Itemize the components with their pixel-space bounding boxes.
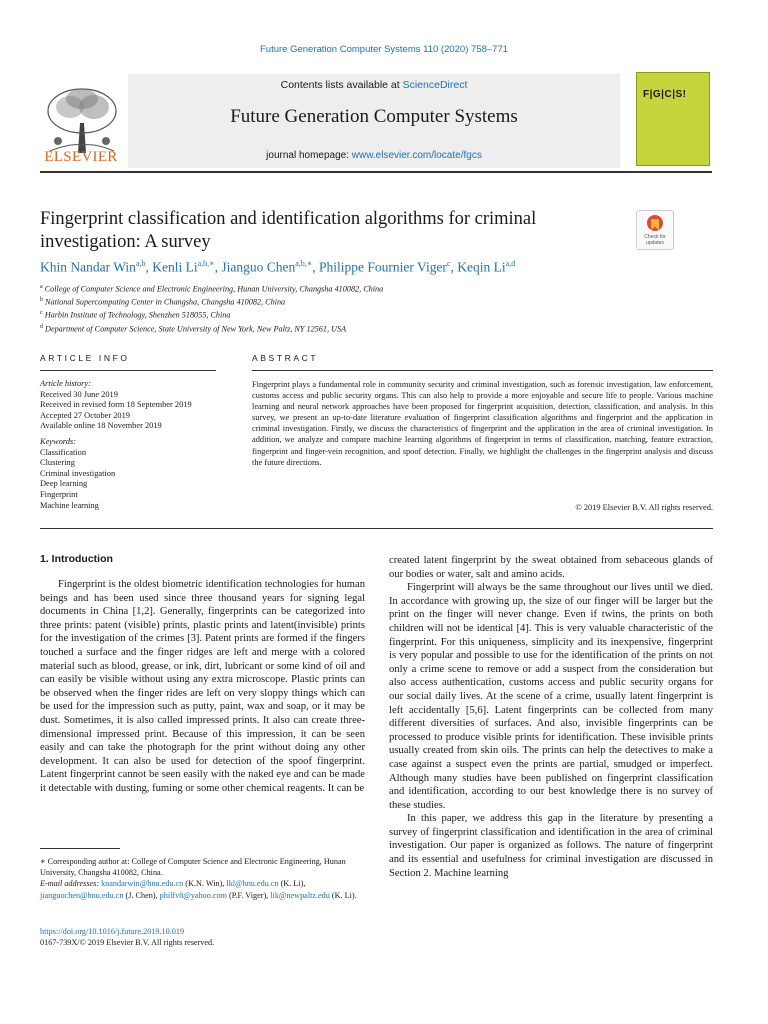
homepage-line bbox=[128, 150, 620, 161]
keyword: Machine learning bbox=[40, 500, 99, 510]
footnote bbox=[40, 856, 365, 901]
elsevier-wordmark: ELSEVIER bbox=[44, 149, 118, 165]
affiliation: $^d$ Department of Computer Science, State University of New York, New Paltz, NY 12561, USA bbox=[40, 323, 347, 334]
journal-citation[interactable]: Future Generation Computer Systems 110 (2020) 758–771 bbox=[259, 44, 509, 55]
abstract-divider bbox=[252, 370, 713, 371]
email-link[interactable]: philfv8@yahoo.com bbox=[159, 890, 227, 900]
history-label: Article history: bbox=[40, 379, 91, 388]
author-sup: c bbox=[446, 259, 451, 268]
sciencedirect-link[interactable]: ScienceDirect bbox=[402, 79, 468, 91]
bookmark-icon bbox=[646, 214, 664, 234]
left-column bbox=[40, 578, 365, 796]
keyword: Fingerprint bbox=[40, 489, 78, 499]
article-info-divider bbox=[40, 370, 216, 371]
author-name[interactable]: Jianguo Chen bbox=[221, 259, 296, 275]
cover-title: F|G|C|S! bbox=[643, 89, 687, 100]
paper-title: Fingerprint classification and identification algorithms for criminal investigation: A survey bbox=[40, 209, 537, 252]
keyword: Deep learning bbox=[40, 479, 88, 489]
email-label: E-mail addresses: bbox=[40, 879, 100, 889]
history-item: Received 30 June 2019 bbox=[40, 389, 118, 399]
email-addresses: E-mail addresses: knandarwin@hnu.edu.cn (K.N. Win), lkl@hnu.edu.cn (K. Li), jianguochen@hnu.edu.cn (J. Chen), philfv8@yahoo.com (P.F. Viger), lik@newpaltz.edu (K. Li). bbox=[40, 879, 357, 900]
journal-cover[interactable] bbox=[636, 72, 710, 166]
footnote-divider bbox=[40, 848, 120, 849]
keyword: Classification bbox=[40, 447, 87, 457]
paragraph: created latent fingerprint by the sweat obtained from sebaceous glands of our bodies or water, salt and amino acids. bbox=[389, 555, 713, 580]
keyword: Criminal investigation bbox=[40, 468, 116, 478]
affiliation: $^c$ Harbin Institute of Technology, Shenzhen 518055, China bbox=[40, 310, 231, 321]
header-divider bbox=[40, 171, 712, 173]
check-for-updates-button[interactable] bbox=[636, 210, 674, 250]
corresponding-author-note: ∗ Corresponding author at: College of Computer Science and Electronic Engineering, Hunan University, Changsha 410082, China. bbox=[40, 857, 346, 878]
homepage-link[interactable]: www.elsevier.com/locate/fgcs bbox=[351, 150, 482, 161]
author-name[interactable]: Keqin Li bbox=[457, 259, 506, 275]
paragraph: Fingerprint is the oldest biometric identification technologies for human beings and has been used since three thousand years for signing legal documents in China [1,2]. Generally, fingerprints can be categorized into three prints: patent (visible) prints, plastic prints and latent(invisible) prints for the investigation of the crimes [3]. Patent prints are formed if the fingers touched a surface and the finger ridges are left and merge with a colored material such as blood, grease, or ink, dirt, lubricant or some kind of oil and can easily be visible without using any extra microscope. Plastic prints can be observed when the finger rides are left on very sloppy things which can be used for the impression such as putty, paint, wax and soap, or it may be dust. Sometimes, it is also called impressed prints. It also can create three-dimensional impressed print. Because of this impression, it can be seen easily and can take the photograph for the print without doing any other development. It can also be used for detection of the spoof fingerprint. Latent fingerprint cannot be seen easily with the naked eye and can be made it detectable with dusting, fuming or some other chemical reagents. It can be bbox=[40, 579, 365, 794]
journal-name: Future Generation Computer Systems bbox=[230, 106, 518, 127]
contents-prefix: Contents lists available at bbox=[280, 79, 403, 91]
article-info bbox=[40, 379, 240, 511]
history-item: Available online 18 November 2019 bbox=[40, 421, 162, 431]
right-column bbox=[389, 554, 713, 880]
author-name[interactable]: Kenli Li bbox=[152, 259, 198, 275]
issn-line: 0167-739X/© 2019 Elsevier B.V. All rights reserved. bbox=[40, 938, 215, 947]
contents-line bbox=[128, 79, 620, 91]
email-link[interactable]: knandarwin@hnu.edu.cn bbox=[101, 879, 184, 889]
email-link[interactable]: lik@newpaltz.edu bbox=[270, 890, 330, 900]
history-item: Received in revised form 18 September 2019 bbox=[40, 400, 192, 410]
affiliation: $^b$ National Supercomputing Center in Changsha, Changsha 410082, China bbox=[40, 297, 286, 307]
author-name[interactable]: Khin Nandar Win bbox=[40, 259, 136, 275]
author-sup: a,d bbox=[505, 259, 516, 268]
author-sup: a,b,∗ bbox=[197, 259, 215, 268]
doi-link[interactable]: https://doi.org/10.1016/j.future.2019.10.019 bbox=[40, 927, 185, 936]
section-heading: 1. Introduction bbox=[40, 553, 113, 565]
abstract-heading: ABSTRACT bbox=[252, 353, 319, 363]
author-list: Khin Nandar Win$^{a,b}$, Kenli $Li^{a,b,∗}$, Jianguo Chen$^{a,b,∗}$, Philippe Fournier Viger$^c$, Keqin Li$^{a,d}$ bbox=[40, 259, 516, 275]
author-sup: a,b bbox=[135, 259, 146, 268]
email-link[interactable]: lkl@hnu.edu.cn bbox=[226, 879, 279, 889]
homepage-prefix: journal homepage: bbox=[266, 150, 352, 161]
paragraph: Fingerprint will always be the same throughout our lives until we died. In accordance with growing up, the size of our finger will be larger but the print on the finger will never change. Even if twins, the prints on both children will not be identical [4]. This is very valuable characteristic of the fingerprint. For this uniqueness, simplicity and its inexpensive, fingerprint is very popular and possible to use for the identification of the prints on not only a crime scene to remove or add a suspect from the consideration but also access authentication, customs access and public security organs for our social daily lives. At the scene of a crime, usually latent fingerprint is left accidentally [5,6]. Latent fingerprints can be collected from many different diversities of surfaces. And also, invisible fingerprints can be processed to produce visible prints for identification. These invisible prints usually created from skin oils. The prints can help the detectives to make a case against a suspect even the prints are partial, smudged or imperfect. Although many studies have been published on fingerprint classification and identification, according to our best knowledge there is no survey of these studies. bbox=[389, 582, 713, 811]
affiliations bbox=[40, 282, 720, 335]
abstract-text: Fingerprint plays a fundamental role in community security and criminal investigation, such as forensic investigation, law enforcement, customs access and public security organs. This can also help to provide a more enjoyable and secure life to people. Various machine learning and neural network approaches have been proposed for fingerprint acquisition, detection, classification, and analysis. In this survey, we present an up-to-date literature evaluation of fingerprint classification algorithms and fingerprint and the application in criminal investigation. Firstly, we discuss the characteristics of fingerprint and the application in the area of criminal investigation. In addition, we analyze and compare machine learning algorithms of fingerprint in terms of classification, matching, feature extraction, fingerprint and finger-vein recognition, and spoof detection. Finally, we highlight the challenges in the fingerprint analysis and discuss the future directions. bbox=[252, 380, 713, 467]
email-link[interactable]: jianguochen@hnu.edu.cn bbox=[40, 890, 124, 900]
affiliation: $^a$ College of Computer Science and Electronic Engineering, Hunan University, Changsha 410082, China bbox=[40, 284, 384, 294]
author-sup: a,b,∗ bbox=[295, 259, 313, 268]
check-for-updates-label: Check for updates bbox=[644, 234, 666, 246]
author-name[interactable]: Philippe Fournier Viger bbox=[319, 259, 447, 275]
keyword: Clustering bbox=[40, 458, 75, 468]
paragraph: In this paper, we address this gap in the literature by presenting a survey of fingerprint classification and identification in the area of criminal investigation. Our paper is organized as follows. The nature of fingerprint and its essential and usefulness for criminal investigation are discussed in Section 2. Machine learning bbox=[389, 813, 713, 879]
keywords-label: Keywords: bbox=[40, 436, 76, 446]
abstract-end-divider bbox=[40, 528, 713, 529]
history-item: Accepted 27 October 2019 bbox=[40, 410, 130, 420]
article-info-heading: ARTICLE INFO bbox=[40, 353, 130, 363]
abstract-copyright: © 2019 Elsevier B.V. All rights reserved. bbox=[575, 503, 713, 512]
